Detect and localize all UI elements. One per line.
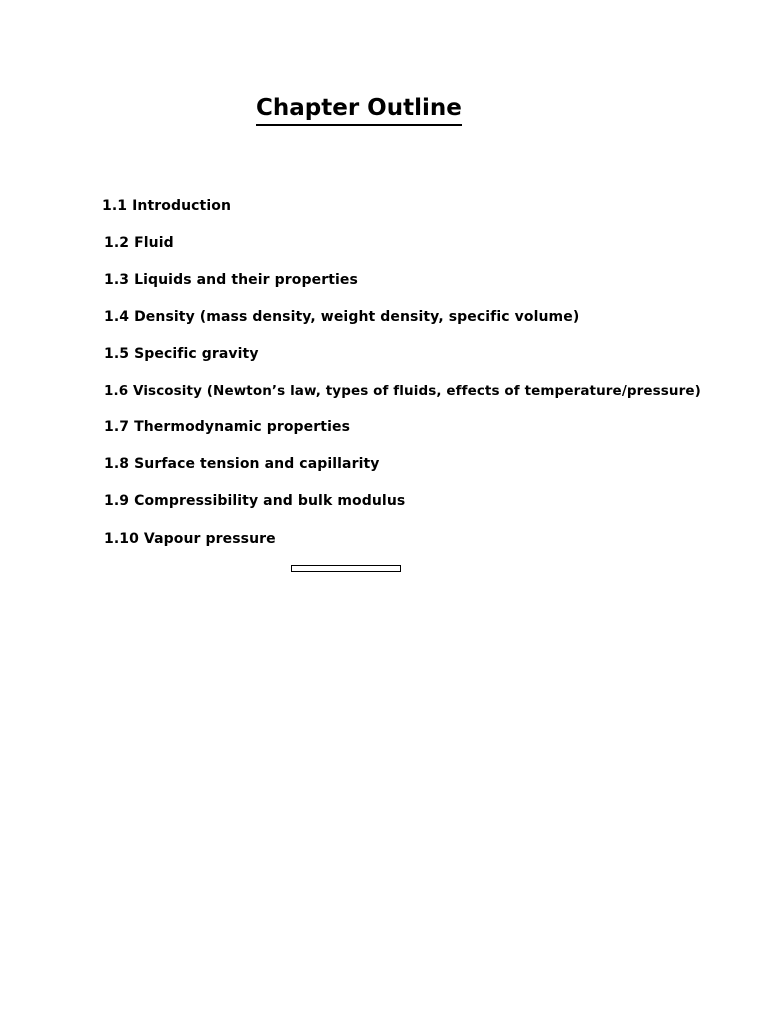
outline-item: 1.6 Viscosity (Newton’s law, types of fluids, effects of temperature/pressure) bbox=[104, 383, 701, 399]
section-divider bbox=[291, 565, 401, 572]
outline-item: 1.1 Introduction bbox=[102, 198, 232, 214]
outline-item: 1.5 Specific gravity bbox=[104, 346, 259, 362]
outline-item: 1.3 Liquids and their properties bbox=[104, 272, 358, 288]
outline-item: 1.2 Fluid bbox=[104, 235, 174, 251]
outline-item: 1.4 Density (mass density, weight density, specific volume) bbox=[104, 309, 580, 325]
outline-item: 1.9 Compressibility and bulk modulus bbox=[104, 493, 406, 509]
outline-item: 1.8 Surface tension and capillarity bbox=[104, 456, 380, 472]
outline-item: 1.10 Vapour pressure bbox=[104, 531, 276, 547]
outline-item: 1.7 Thermodynamic properties bbox=[104, 419, 351, 435]
page-title: Chapter Outline bbox=[256, 92, 462, 126]
